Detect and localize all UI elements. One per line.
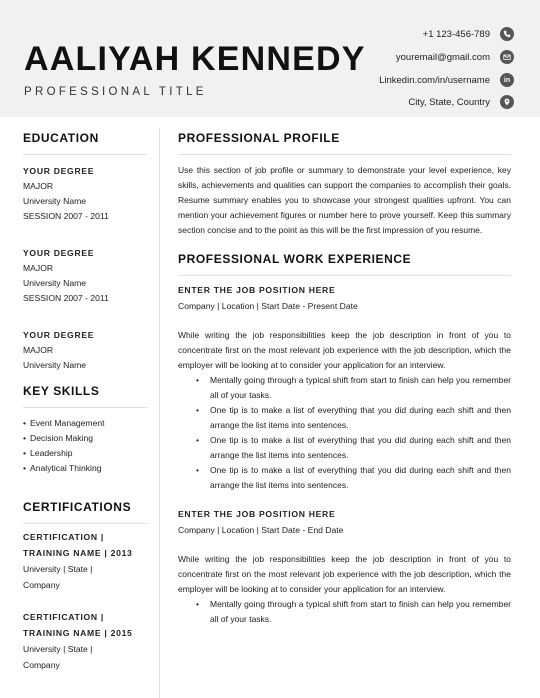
education-university: University Name — [23, 196, 87, 206]
header-band — [0, 0, 540, 117]
education-item — [23, 246, 147, 306]
skills-rule — [23, 407, 147, 408]
education-item — [23, 164, 147, 224]
skills-list — [23, 416, 147, 476]
education-rule — [23, 154, 147, 155]
education-session: SESSION 2007 - 2011 — [23, 293, 109, 303]
location-icon — [500, 95, 514, 109]
contact-linkedin — [254, 72, 514, 88]
column-divider — [159, 128, 160, 698]
job-meta: Company | Location | Start Date - Present Date — [178, 301, 358, 311]
email-icon — [500, 50, 514, 64]
education-degree: YOUR DEGREE — [23, 166, 95, 176]
experience-rule — [178, 275, 511, 276]
certification-title: CERTIFICATION | — [23, 532, 105, 542]
job-position: ENTER THE JOB POSITION HERE — [178, 285, 336, 295]
experience-heading: PROFESSIONAL WORK EXPERIENCE — [178, 252, 412, 266]
profile-text: Use this section of job profile or summary to demonstrate your level experience, key skills, achievements and qualities can support the companies to accomplish their goals. Resume summary enables you to showcase your strongest qualities upfront. You can mention your achievement figures or number here to prove yourself. Keep this summary section concise and to the point as this will be the first impression of you resume. — [178, 165, 511, 235]
certification-place: University | State | — [23, 644, 93, 654]
job-entry — [178, 507, 511, 627]
contact-location — [254, 94, 514, 110]
job-entry — [178, 283, 511, 493]
right-column — [178, 130, 511, 627]
education-degree: YOUR DEGREE — [23, 330, 95, 340]
contact-location-text: City, State, Country — [408, 96, 490, 108]
job-bullet: • One tip is to make a list of everything that you did during each shift and then arrange the list items into sentences. — [196, 465, 511, 490]
education-major: MAJOR — [23, 263, 54, 273]
contact-linkedin-text: Linkedin.com/in/username — [379, 74, 490, 86]
phone-icon — [500, 27, 514, 41]
contact-phone-text: +1 123-456-789 — [422, 28, 490, 40]
certification-place: University | State | — [23, 564, 93, 574]
skill-item: • Decision Making — [23, 431, 147, 446]
job-bullet-text: One tip is to make a list of everything that you did during each shift and then arrange the list items into sentences. — [210, 465, 511, 490]
candidate-name: AALIYAH KENNEDY — [24, 40, 366, 78]
certifications-rule — [23, 523, 147, 524]
job-bullet: • One tip is to make a list of everything that you did during each shift and then arrange the list items into sentences. — [196, 405, 511, 430]
skill-item: • Event Management — [23, 416, 147, 431]
linkedin-glyph: in — [503, 76, 511, 84]
job-description: While writing the job responsibilities keep the job description in front of you to concentrate first on the most relevant job experience with the job description, which the employer will be looking at to consider your application for an interview. — [178, 554, 511, 594]
contact-email-text: youremail@gmail.com — [395, 51, 490, 63]
contact-email — [254, 49, 514, 65]
certification-title: CERTIFICATION | — [23, 612, 105, 622]
skills-heading: KEY SKILLS — [23, 384, 100, 398]
job-bullet: • One tip is to make a list of everything that you did during each shift and then arrange the list items into sentences. — [196, 435, 511, 460]
professional-title: PROFESSIONAL TITLE — [24, 86, 207, 98]
certification-company: Company — [23, 580, 60, 590]
skill-item: • Analytical Thinking — [23, 461, 147, 476]
job-bullets — [178, 373, 511, 493]
education-heading: EDUCATION — [23, 131, 99, 145]
skill-item: • Leadership — [23, 446, 147, 461]
job-bullet-text: One tip is to make a list of everything that you did during each shift and then arrange the list items into sentences. — [210, 435, 511, 460]
linkedin-icon — [500, 73, 514, 87]
education-session: SESSION 2007 - 2011 — [23, 211, 109, 221]
certification-training: TRAINING NAME | 2015 — [23, 628, 133, 638]
left-column — [23, 130, 147, 673]
education-degree: YOUR DEGREE — [23, 248, 95, 258]
certification-company: Company — [23, 660, 60, 670]
education-university: University Name — [23, 360, 87, 370]
job-description: While writing the job responsibilities keep the job description in front of you to concentrate first on the most relevant job experience with the job description, which the employer will be looking at to consider your application for an interview. — [178, 330, 511, 370]
job-bullet: • Mentally going through a typical shift from start to finish can help you remember all of your tasks. — [196, 599, 511, 624]
certification-item — [23, 609, 147, 673]
education-major: MAJOR — [23, 345, 54, 355]
profile-rule — [178, 154, 511, 155]
job-meta: Company | Location | Start Date - End Date — [178, 525, 344, 535]
job-position: ENTER THE JOB POSITION HERE — [178, 509, 336, 519]
certification-training: TRAINING NAME | 2013 — [23, 548, 133, 558]
education-major: MAJOR — [23, 181, 54, 191]
certifications-heading: CERTIFICATIONS — [23, 500, 132, 514]
job-bullet-text: Mentally going through a typical shift from start to finish can help you remember all of your tasks. — [210, 599, 511, 624]
profile-heading: PROFESSIONAL PROFILE — [178, 131, 340, 145]
job-bullets — [178, 597, 511, 627]
education-item — [23, 328, 147, 373]
job-bullet-text: One tip is to make a list of everything that you did during each shift and then arrange the list items into sentences. — [210, 405, 511, 430]
job-bullet: • Mentally going through a typical shift from start to finish can help you remember all of your tasks. — [196, 375, 511, 400]
job-bullet-text: Mentally going through a typical shift from start to finish can help you remember all of your tasks. — [210, 375, 511, 400]
contact-phone — [254, 26, 514, 42]
education-university: University Name — [23, 278, 87, 288]
certification-item — [23, 529, 147, 593]
